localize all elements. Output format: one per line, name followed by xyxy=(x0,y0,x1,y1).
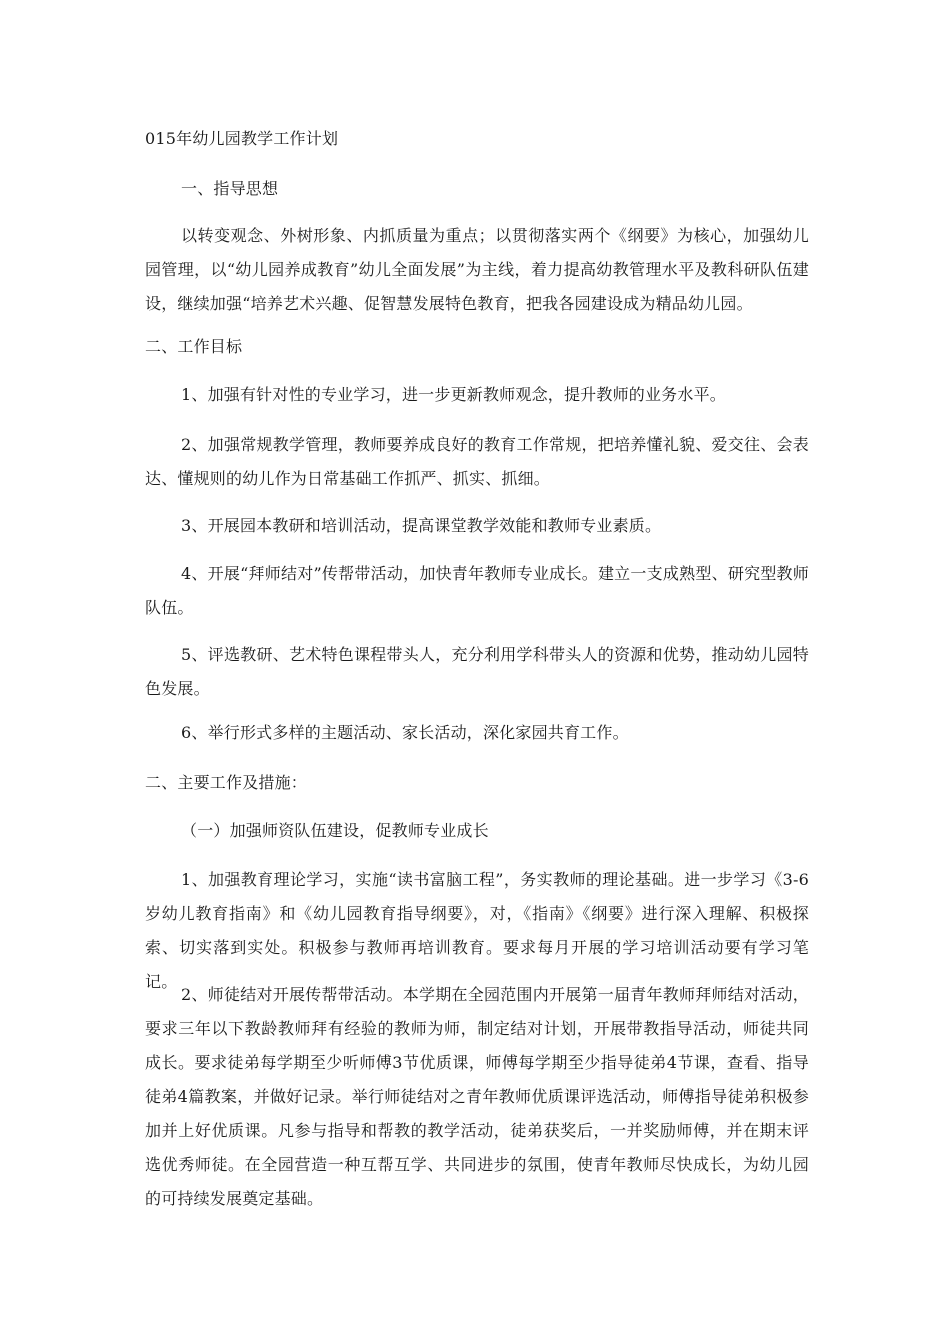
goal-item-3: 3、开展园本教研和培训活动，提高课堂教学效能和教师专业素质。 xyxy=(181,516,662,535)
section-heading-guiding: 一、指导思想 xyxy=(181,179,279,198)
goal-item-2: 2、加强常规教学管理，教师要养成良好的教育工作常规，把培养懂礼貌、爱交往、会表达、懂规则的幼儿作为日常基础工作抓严、抓实、抓细。 xyxy=(145,435,809,488)
measure-item-2: 2、师徒结对开展传帮带活动。本学期在全园范围内开展第一届青年教师拜师结对活动，要求三年以下教龄教师拜有经验的教师为师，制定结对计划，开展带教指导活动，师徒共同成长。要求徒弟每学期至少听师傅3节优质课，师傅每学期至少指导徒弟4节课，查看、指导徒弟4篇教案，并做好记录。举行师徒结对之青年教师优质课评选活动，师傅指导徒弟积极参加并上好优质课。凡参与指导和帮教的教学活动，徒弟获奖后，一并奖励师傅，并在期末评选优秀师徒。在全园营造一种互帮互学、共同进步的氛围，使青年教师尽快成长，为幼儿园的可持续发展奠定基础。 xyxy=(145,985,809,1208)
goal-item-5: 5、评选教研、艺术特色课程带头人，充分利用学科带头人的资源和优势，推动幼儿园特色发展。 xyxy=(145,645,809,698)
goal-item-4: 4、开展“拜师结对”传帮带活动，加快青年教师专业成长。建立一支成熟型、研究型教师队伍。 xyxy=(145,564,809,617)
section-heading-measures: 二、主要工作及措施： xyxy=(145,773,308,792)
measure-item-1: 1、加强教育理论学习，实施“读书富脑工程”，务实教师的理论基础。进一步学习《3-6岁幼儿教育指南》和《幼儿园教育指导纲要》，对，《指南》《纲要》进行深入理解、积极探索、切实落到实处。积极参与教师再培训教育。要求每月开展的学习培训活动要有学习笔记。 xyxy=(145,870,809,991)
section-heading-goals: 二、工作目标 xyxy=(145,337,243,356)
document-title: 015年幼儿园教学工作计划 xyxy=(145,129,339,148)
goal-item-6: 6、举行形式多样的主题活动、家长活动，深化家园共育工作。 xyxy=(181,723,629,742)
subsection-heading-teachers: （一）加强师资队伍建设，促教师专业成长 xyxy=(181,821,489,840)
paragraph-guiding: 以转变观念、外树形象、内抓质量为重点；以贯彻落实两个《纲要》为核心，加强幼儿园管理，以“幼儿园养成教育”幼儿全面发展”为主线，着力提高幼教管理水平及教科研队伍建设，继续加强“培养艺术兴趣、促智慧发展特色教育，把我各园建设成为精品幼儿园。 xyxy=(145,226,809,313)
goal-item-1: 1、加强有针对性的专业学习，进一步更新教师观念，提升教师的业务水平。 xyxy=(181,385,726,404)
